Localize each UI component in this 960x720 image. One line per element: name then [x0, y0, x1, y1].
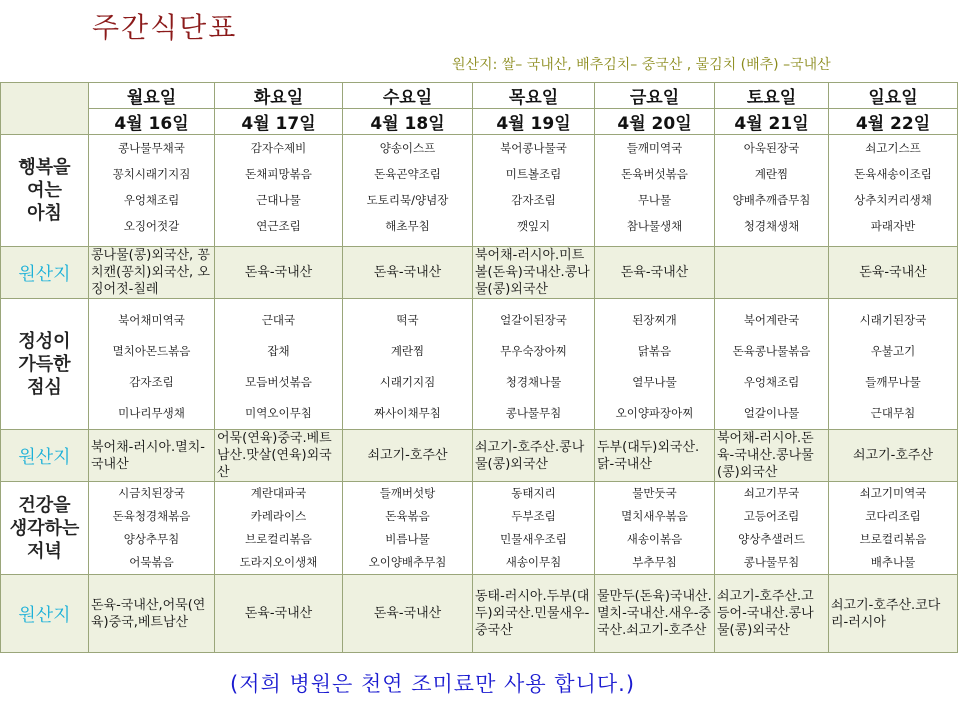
- menu-cell: [215, 482, 343, 575]
- menu-item: 오이양파장아찌: [615, 406, 694, 420]
- menu-cell: [829, 135, 958, 247]
- menu-item: 우불고기: [870, 344, 916, 358]
- origin-cell: 물만두(돈육)국내산.멸치-국내산.새우-중국산.쇠고기-호주산: [595, 575, 715, 653]
- menu-item: 잡채: [267, 344, 290, 358]
- meal-label-line: 여는: [27, 180, 62, 201]
- menu-item: 새송이무침: [505, 555, 562, 569]
- menu-cell: [343, 135, 473, 247]
- day-header: 목요일: [473, 83, 595, 109]
- menu-item: 된장찌개: [632, 313, 677, 327]
- menu-item: 돈육볶음: [385, 509, 430, 523]
- origin-cell: 돈육-국내산: [215, 247, 343, 299]
- menu-item: 부추무침: [632, 555, 677, 569]
- breakfast-label: [1, 135, 89, 247]
- menu-item: 콩나물무침: [743, 555, 800, 569]
- menu-item: 콩나물무채국: [118, 141, 185, 155]
- menu-item: 쇠고기스프: [865, 141, 921, 155]
- menu-item: 얼갈이나물: [743, 406, 800, 420]
- menu-cell: [715, 482, 829, 575]
- menu-item: 미트볼조림: [505, 167, 562, 181]
- day-header: 금요일: [595, 83, 715, 109]
- corner-cell: [1, 83, 89, 135]
- meal-label-line: 정성이: [18, 330, 71, 352]
- origin-cell: 북어채-러시아.미트볼(돈육)국내산.콩나물(콩)외국산: [473, 247, 595, 299]
- menu-item: 돈육버섯볶음: [621, 167, 688, 181]
- menu-item: 돈육콩나물볶음: [732, 344, 811, 358]
- menu-item: 닭볶음: [637, 344, 672, 358]
- menu-item: 새송이볶음: [626, 532, 683, 546]
- lunch-menu-row: [1, 299, 958, 430]
- origin-label: 원산지: [1, 575, 89, 653]
- origin-label: 원산지: [1, 430, 89, 482]
- meal-label-line: 저녁: [27, 540, 62, 562]
- menu-cell: [595, 482, 715, 575]
- menu-item: 시래기된장국: [859, 313, 927, 327]
- menu-cell: [595, 135, 715, 247]
- menu-item: 멸치아몬드볶음: [112, 344, 191, 358]
- menu-item: 양상추샐러드: [738, 532, 805, 546]
- lunch-origin-row: [1, 430, 958, 482]
- menu-cell: [829, 482, 958, 575]
- menu-item: 돈육곤약조림: [374, 167, 441, 181]
- dinner-menu-row: [1, 482, 958, 575]
- menu-item: 들깨버섯탕: [379, 486, 436, 500]
- menu-item: 해초무침: [385, 219, 430, 233]
- menu-item: 돈육청경채볶음: [112, 509, 191, 523]
- dinner-origin-row: [1, 575, 958, 653]
- menu-item: 감자조림: [129, 375, 174, 389]
- breakfast-origin-row: [1, 247, 958, 299]
- menu-item: 청경채나물: [505, 375, 562, 389]
- menu-item: 근대나물: [256, 193, 301, 207]
- meal-label-line: 아침: [27, 203, 62, 224]
- menu-item: 브로컬리볶음: [859, 532, 927, 546]
- menu-item: 연근조림: [256, 219, 301, 233]
- menu-item: 미역오이무침: [245, 406, 312, 420]
- meal-label-line: 행복을: [18, 157, 71, 178]
- menu-item: 꽁치시래기지짐: [112, 167, 191, 181]
- page-title: 주간식단표: [92, 11, 238, 44]
- menu-cell: [343, 482, 473, 575]
- meal-label-line: 건강을: [18, 494, 71, 516]
- origin-note: 원산지: 쌀– 국내산, 배추김치– 중국산 , 물김치 (배추) –국내산: [452, 57, 831, 73]
- menu-item: 근대국: [261, 313, 296, 327]
- day-header: 월요일: [89, 83, 215, 109]
- menu-cell: [215, 299, 343, 430]
- origin-cell: 콩나물(콩)외국산, 꽁치캔(꽁치)외국산, 오징어젓-칠레: [89, 247, 215, 299]
- origin-cell: 돈육-국내산: [343, 575, 473, 653]
- breakfast-menu-row: [1, 135, 958, 247]
- dinner-label: [1, 482, 89, 575]
- date-header: 4월 17일: [215, 109, 343, 135]
- menu-item: 우엉채조림: [743, 375, 800, 389]
- menu-item: 쇠고기무국: [743, 486, 800, 500]
- menu-item: 콩나물무침: [505, 406, 562, 420]
- origin-cell: 두부(대두)외국산.닭-국내산: [595, 430, 715, 482]
- menu-item: 동태지리: [511, 486, 556, 500]
- menu-item: 브로컬리볶음: [245, 532, 312, 546]
- menu-item: 상추치커리생채: [854, 193, 932, 207]
- menu-cell: [715, 299, 829, 430]
- menu-item: 파래자반: [870, 219, 916, 233]
- menu-item: 돈채피망볶음: [245, 167, 312, 181]
- origin-cell: 돈육-국내산: [343, 247, 473, 299]
- date-header: 4월 20일: [595, 109, 715, 135]
- menu-cell: [343, 299, 473, 430]
- day-header: 토요일: [715, 83, 829, 109]
- menu-cell: [473, 482, 595, 575]
- menu-item: 양송이스프: [379, 141, 436, 155]
- origin-cell: 돈육-국내산: [829, 247, 958, 299]
- origin-cell: 쇠고기-호주산.코다리-러시아: [829, 575, 958, 653]
- day-header: 수요일: [343, 83, 473, 109]
- origin-cell: 쇠고기-호주산.콩나물(콩)외국산: [473, 430, 595, 482]
- menu-item: 열무나물: [632, 375, 677, 389]
- menu-item: 우엉채조림: [123, 193, 180, 207]
- menu-item: 물만둣국: [632, 486, 677, 500]
- date-header: 4월 16일: [89, 109, 215, 135]
- menu-cell: [89, 482, 215, 575]
- weekly-menu-table: [0, 82, 958, 653]
- day-header-row: [1, 83, 958, 109]
- menu-item: 카레라이스: [250, 509, 307, 523]
- day-header: 화요일: [215, 83, 343, 109]
- menu-item: 도토리묵/양념장: [366, 193, 449, 207]
- menu-item: 들깨미역국: [626, 141, 683, 155]
- menu-item: 계란찜: [390, 344, 425, 358]
- menu-item: 근대무침: [870, 406, 916, 420]
- menu-item: 감자수제비: [250, 141, 307, 155]
- menu-item: 두부조림: [511, 509, 556, 523]
- menu-cell: [89, 135, 215, 247]
- menu-item: 무우숙장아찌: [500, 344, 567, 358]
- menu-item: 코다리조림: [865, 509, 921, 523]
- meal-label-line: 생각하는: [9, 517, 80, 539]
- menu-item: 고등어조림: [743, 509, 800, 523]
- origin-cell: 돈육-국내산: [215, 575, 343, 653]
- origin-cell: 쇠고기-호주산.고등어-국내산.콩나물(콩)외국산: [715, 575, 829, 653]
- origin-cell: 동태-러시아.두부(대두)외국산.민물새우-중국산: [473, 575, 595, 653]
- menu-cell: [595, 299, 715, 430]
- lunch-label: [1, 299, 89, 430]
- date-header: 4월 22일: [829, 109, 958, 135]
- origin-cell: 쇠고기-호주산: [343, 430, 473, 482]
- origin-cell: 돈육-국내산: [595, 247, 715, 299]
- menu-cell: [89, 299, 215, 430]
- menu-item: 돈육새송이조림: [854, 167, 932, 181]
- origin-cell: 돈육-국내산,어묵(연육)중국,베트남산: [89, 575, 215, 653]
- menu-item: 모듬버섯볶음: [245, 375, 312, 389]
- menu-item: 떡국: [396, 313, 419, 327]
- menu-item: 어묵볶음: [129, 555, 174, 569]
- menu-item: 무나물: [637, 193, 672, 207]
- day-header: 일요일: [829, 83, 958, 109]
- origin-cell: 북어채-러시아.돈육-국내산.콩나물(콩)외국산: [715, 430, 829, 482]
- origin-cell: 북어채-러시아.멸치-국내산: [89, 430, 215, 482]
- date-header: 4월 21일: [715, 109, 829, 135]
- menu-item: 도라지오이생채: [239, 555, 318, 569]
- menu-item: 멸치새우볶음: [621, 509, 688, 523]
- menu-item: 들깨무나물: [865, 375, 921, 389]
- menu-item: 쇠고기미역국: [859, 486, 927, 500]
- menu-item: 깻잎지: [516, 219, 551, 233]
- menu-item: 감자조림: [511, 193, 556, 207]
- menu-item: 청경채생채: [743, 219, 800, 233]
- menu-item: 오징어젓갈: [123, 219, 180, 233]
- menu-item: 계란찜: [754, 167, 789, 181]
- menu-cell: [215, 135, 343, 247]
- menu-item: 북어계란국: [743, 313, 800, 327]
- menu-item: 시래기지짐: [379, 375, 436, 389]
- origin-cell: 어묵(연육)중국.베트남산.맛살(연육)외국산: [215, 430, 343, 482]
- menu-item: 양상추무침: [123, 532, 180, 546]
- menu-cell: [473, 299, 595, 430]
- origin-cell: [715, 247, 829, 299]
- menu-item: 얼갈이된장국: [500, 313, 567, 327]
- footer-note: (저희 병원은 천연 조미료만 사용 합니다.): [230, 672, 636, 696]
- meal-label-line: 점심: [27, 376, 62, 398]
- menu-item: 짜사이채무침: [374, 406, 441, 420]
- origin-cell: 쇠고기-호주산: [829, 430, 958, 482]
- menu-item: 오이양배추무침: [368, 555, 447, 569]
- menu-cell: [715, 135, 829, 247]
- meal-label-line: 가득한: [18, 353, 71, 375]
- origin-label: 원산지: [1, 247, 89, 299]
- menu-item: 북어콩나물국: [500, 141, 567, 155]
- menu-item: 참나물생채: [626, 219, 683, 233]
- menu-item: 비름나물: [385, 532, 430, 546]
- menu-item: 양배추깨즙무침: [732, 193, 811, 207]
- menu-item: 계란대파국: [250, 486, 307, 500]
- date-header-row: [1, 109, 958, 135]
- menu-item: 민물새우조림: [500, 532, 567, 546]
- menu-item: 시금치된장국: [118, 486, 185, 500]
- menu-cell: [473, 135, 595, 247]
- menu-item: 미나리무생채: [118, 406, 185, 420]
- date-header: 4월 18일: [343, 109, 473, 135]
- menu-cell: [829, 299, 958, 430]
- date-header: 4월 19일: [473, 109, 595, 135]
- menu-item: 북어채미역국: [118, 313, 185, 327]
- menu-item: 배추나물: [870, 555, 916, 569]
- menu-item: 아욱된장국: [743, 141, 800, 155]
